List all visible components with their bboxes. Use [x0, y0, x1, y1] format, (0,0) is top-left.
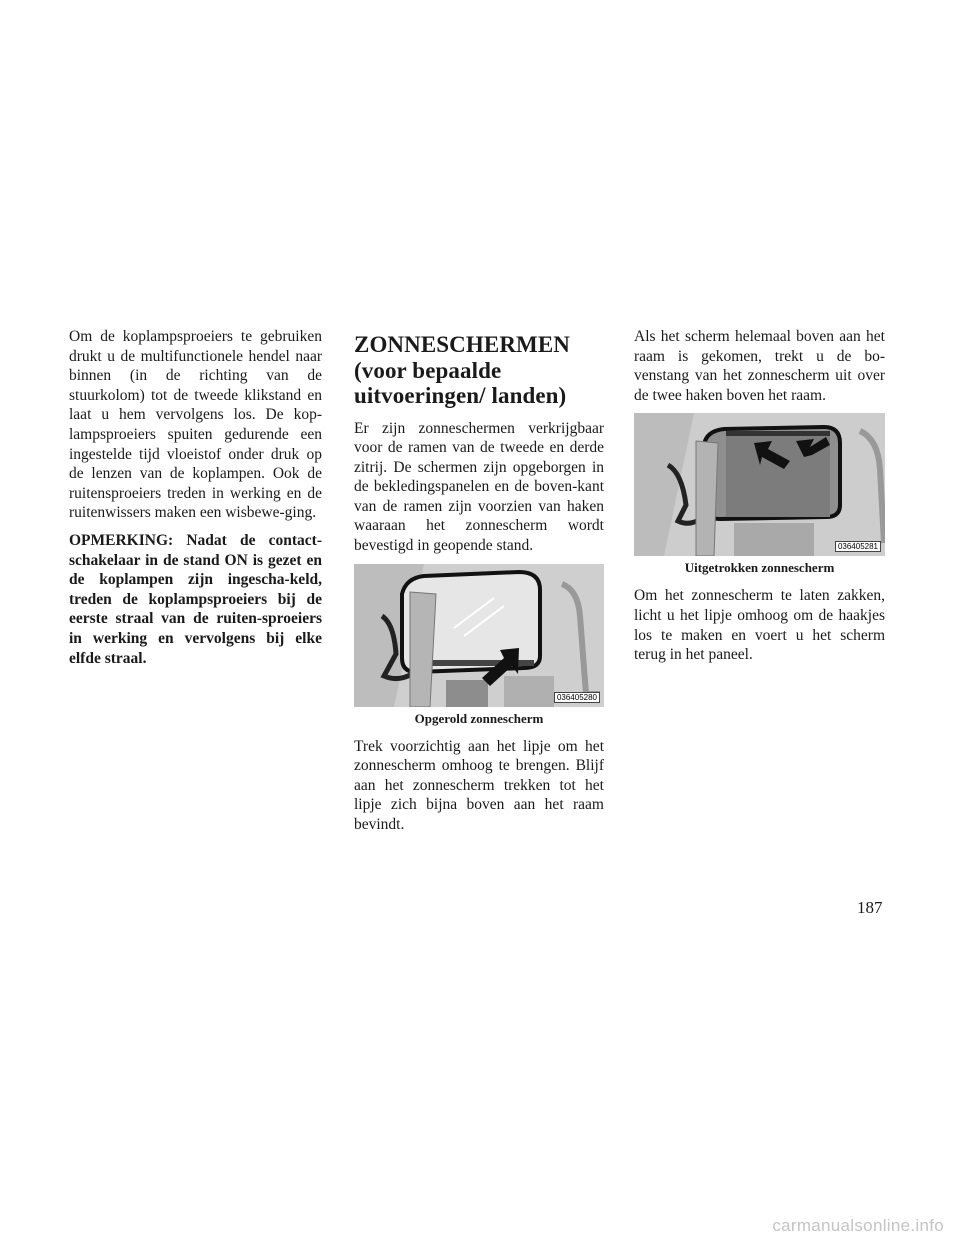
figure-caption-rolled: Opgerold zonnescherm: [414, 710, 544, 726]
rolled-sunshade-illustration: [354, 564, 604, 707]
extended-sunshade-illustration: [634, 413, 885, 556]
figure-extended-sunshade: [634, 413, 885, 556]
figure-code-label: 036405280: [554, 692, 600, 703]
pull-tab-paragraph: Trek voorzichtig aan het lipje om het zonnescherm omhoog te brengen. Blijf aan het zonnescherm trekken tot het lipje zich bijna boven aan het raam bevindt.: [354, 737, 604, 834]
column-left: [69, 327, 322, 676]
figure-code-label: 036405281: [835, 541, 881, 552]
figure-caption-extended: Uitgetrokken zonnescherm: [684, 560, 835, 576]
note-paragraph: OPMERKING: Nadat de contact-schakelaar in de stand ON is gezet en de koplampen zijn ingescha-keld, treden de koplampsproeiers bij de eerste straal van de ruiten-sproeiers in werking en vervolgens bij elke elfde straal.: [69, 531, 322, 667]
hooks-paragraph: Als het scherm helemaal boven aan het raam is gekomen, trekt u de bo-venstang van het zonnescherm uit over de twee haken boven het raam.: [634, 328, 885, 404]
page-number: 187: [857, 898, 883, 917]
lowering-paragraph: Om het zonnescherm te laten zakken, licht u het lipje omhoog om de haakjes los te maken en voert u het scherm terug in het paneel.: [634, 587, 885, 664]
figure-rolled-sunshade: [354, 564, 604, 707]
column-right: [634, 327, 885, 673]
sunshade-intro-paragraph: Er zijn zonneschermen verkrijgbaar voor de ramen van de tweede en derde zitrij. De schermen zijn opgeborgen in de bekledingspanelen en de boven-kant van de ramen zijn voorzien van haken waaraan het zonnescherm wordt bevestigd in geopende stand.: [354, 419, 604, 555]
section-heading: ZONNESCHERMEN (voor bepaalde uitvoeringen/ landen): [354, 332, 570, 408]
headlamp-washer-paragraph: Om de koplampsproeiers te gebruiken drukt u de multifunctionele hendel naar binnen (in de richting van de stuurkolom) tot de tweede klikstand en laat u hem vervolgens los. De kop-lampsproeiers spuiten gedurende een ingestelde tijd vloeistof onder druk op de lenzen van de koplampen. Ook de ruitensproeiers treden in werking en de ruitenwissers maken een wisbewe-ging.: [69, 328, 322, 522]
watermark: carmanualsonline.info: [772, 1216, 944, 1235]
column-middle: [354, 332, 604, 843]
